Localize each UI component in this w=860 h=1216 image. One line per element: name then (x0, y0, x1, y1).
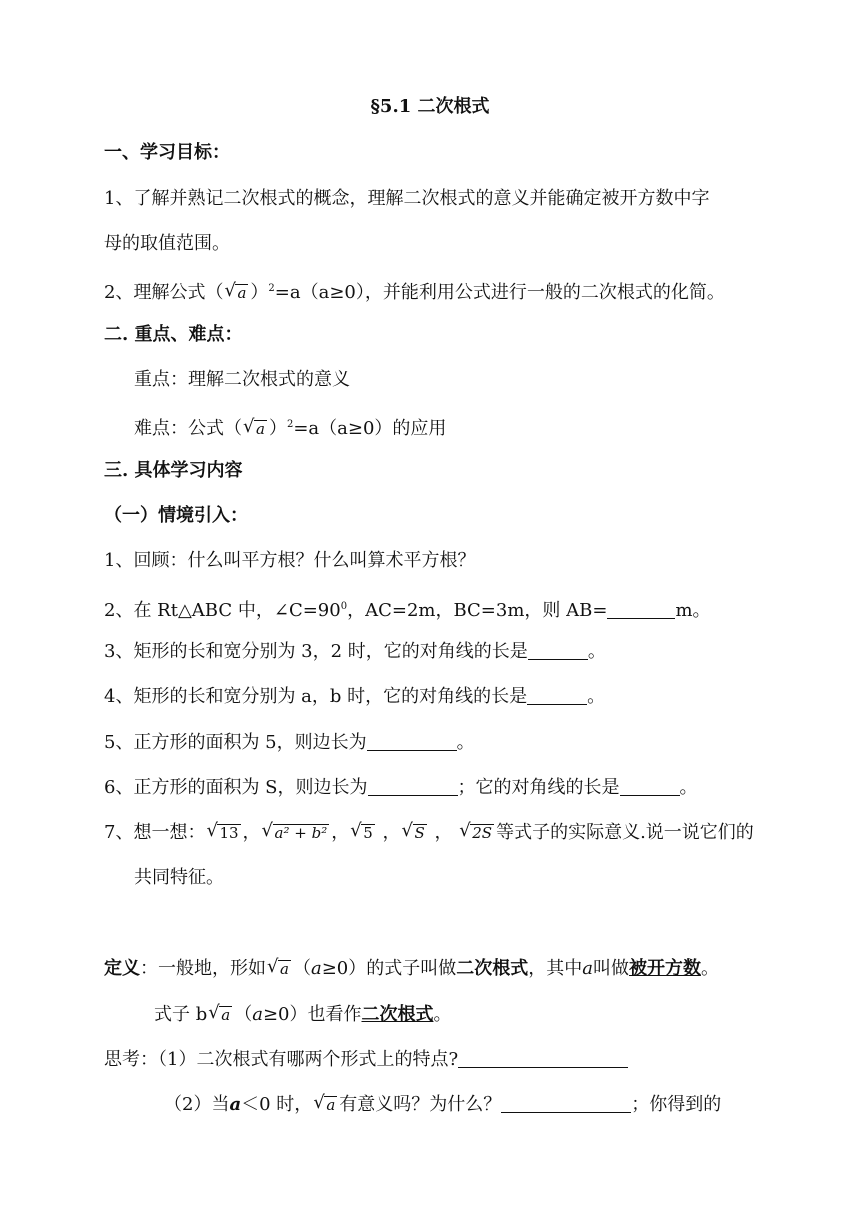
blank-diagonal-3[interactable] (620, 777, 680, 796)
page-title: §5.1 二次根式 (370, 96, 490, 117)
question-4: 4、矩形的长和宽分别为 a，b 时，它的对角线的长是 。 (104, 686, 606, 707)
section-heading-goals: 一、学习目标： (104, 142, 230, 163)
definition-line-2: 式子 b√ a （a≥0）也看作二次根式。 (154, 1004, 860, 1026)
sqrt-s: √ S (403, 824, 427, 842)
goal-1-line-2: 母的取值范围。 (104, 233, 230, 254)
question-2: 2、在 Rt△ABC 中，$\angle C=90^0$，AC=2m，BC=3m，则 AB= m。 (104, 600, 711, 621)
question-5: 5、正方形的面积为 5，则边长为 。 (104, 732, 475, 753)
sqrt-a-formula-2: √ a (244, 420, 267, 438)
sqrt-a-def-2: √ a (209, 1006, 232, 1024)
blank-side-2[interactable] (368, 777, 458, 796)
section-heading-keypoints: 二. 重点、难点： (104, 324, 243, 345)
sqrt-a-def: √ a (268, 960, 291, 978)
question-3: 3、矩形的长和宽分别为 3，2 时，它的对角线的长是 。 (104, 641, 606, 662)
blank-side-1[interactable] (367, 732, 457, 751)
question-7-line-2: 共同特征。 (134, 867, 224, 888)
goal-1-line-1: 1、了解并熟记二次根式的概念，理解二次根式的意义并能确定被开方数中字 (104, 188, 710, 209)
blank-ab[interactable] (607, 600, 675, 619)
blank-diagonal-2[interactable] (527, 686, 587, 705)
think-line-1: 思考：（1）二次根式有哪两个形式上的特点? (104, 1049, 860, 1071)
goal-2: 2、理解公式（√ a ）$^2$=a（a≥0），并能利用公式进行一般的二次根式的化简。 (104, 278, 860, 304)
sqrt-a-formula: √ a (225, 284, 248, 302)
blank-think-1[interactable] (458, 1049, 628, 1068)
sqrt-2s: √ 2S (460, 824, 494, 842)
section-heading-content: 三. 具体学习内容 (104, 460, 243, 481)
difficult-point: 难点：公式（√ a ）$^2$=a（a≥0）的应用 (134, 414, 860, 440)
question-1: 1、回顾：什么叫平方根？什么叫算术平方根？ (104, 550, 476, 571)
sqrt-13: √ 13 (207, 824, 240, 842)
key-point: 重点：理解二次根式的意义 (134, 369, 350, 390)
definition-line-1: 定义：一般地，形如√ a （a≥0）的式子叫做二次根式，其中a叫做被开方数。 (104, 958, 860, 980)
blank-think-2[interactable] (501, 1094, 631, 1113)
sqrt-a-think: √ a (314, 1096, 337, 1114)
blank-diagonal-1[interactable] (528, 641, 588, 660)
question-7: 7、想一想：√ 13 ，√ a² + b² ，√ 5 ，√ S ， √ 2S 等式子的实际意义.说一说它们的 (104, 822, 860, 844)
sub-heading-intro: （一）情境引入： (104, 505, 248, 526)
question-6: 6、正方形的面积为 S，则边长为 ；它的对角线的长是 。 (104, 777, 698, 798)
sqrt-a2-b2: √ a² + b² (263, 824, 330, 842)
sqrt-5: √ 5 (351, 824, 375, 842)
think-line-2: （2）当a＜0 时，√ a 有意义吗？为什么？ ；你得到的 (164, 1094, 860, 1116)
